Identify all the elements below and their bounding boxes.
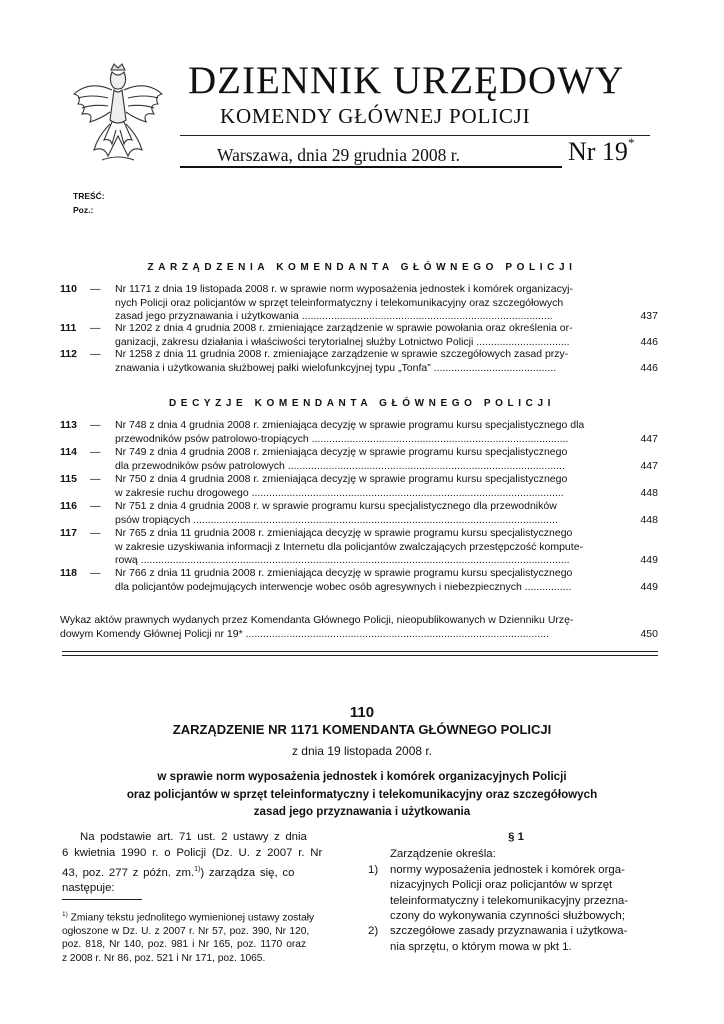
- subject-line: zasad jego przyznawania i użytkowania: [253, 805, 471, 818]
- subject-line: w sprawie norm wyposażenia jednostek i komórek organizacyjnych Policji: [157, 770, 567, 783]
- footnote-line: poz. 818, Nr 140, poz. 981 i Nr 165, poz. 1170 oraz: [62, 939, 307, 951]
- toc-entry-112: [60, 348, 658, 376]
- toc-num: 115: [60, 473, 77, 485]
- list-item-line: teleinformatyczny i telekomunikacyjny przezna-: [390, 894, 629, 907]
- toc-line: Wykaz aktów prawnych wydanych przez Komendanta Głównego Policji, nieopublikowanych w Dzienniku Urzę-: [60, 614, 574, 626]
- toc-line: znawania i użytkowania służbowej pałki wielofunkcyjnej typu „Tonfa” ..........................................: [115, 361, 557, 374]
- toc-dash: —: [90, 446, 101, 458]
- toc-line: w zakresie uzyskiwania informacji z Internetu dla policjantów zwalczających przestępczość kompute-: [115, 540, 584, 553]
- subject-line: oraz policjantów w sprzęt teleinformatyczny i telekomunikacyjny oraz szczegółowych: [126, 787, 598, 801]
- toc-dash: —: [90, 527, 101, 539]
- toc-line: ganizacji, zakresu działania i właściwości terytorialnej służby Lotnictwo Policji ................................: [115, 335, 570, 348]
- journal-title: DZIENNIK URZĘDOWY: [188, 59, 625, 102]
- toc-line: dowym Komendy Głównej Policji nr 19* ........................................................................................................: [60, 627, 549, 640]
- preamble-line: 6 kwietnia 1990 r. o Policji (Dz. U. z 2007 r. Nr: [62, 846, 323, 859]
- list-item: [368, 924, 664, 955]
- toc-dash: —: [90, 500, 101, 512]
- toc-page: 450: [640, 628, 658, 641]
- list-item-number: 2): [368, 925, 379, 938]
- toc-dash: —: [90, 567, 101, 579]
- toc-page: 437: [640, 310, 658, 322]
- toc-page: 448: [640, 513, 658, 526]
- list-item-line: czony do wykonywania czynności służbowych;: [390, 910, 625, 923]
- toc-line: psów tropiących .............................................................................................................................: [115, 513, 558, 526]
- footnote-mark: 1): [62, 911, 68, 918]
- place-date: Warszawa, dnia 29 grudnia 2008 r.: [217, 145, 461, 165]
- footnote-rule: [62, 899, 142, 900]
- toc-entry-113: [60, 419, 658, 447]
- toc-num: 110: [60, 283, 77, 295]
- list-item-line: normy wyposażenia jednostek i komórek orga-: [390, 863, 625, 876]
- toc-entry-111: [60, 322, 658, 350]
- paragraph-1: [368, 830, 664, 955]
- toc-entry-118: [60, 567, 658, 595]
- list-item-line: nizacyjnych Policji oraz policjantów w sprzęt: [390, 879, 613, 892]
- footnote-line: Zmiany tekstu jednolitego wymienionej ustawy zostały: [67, 912, 315, 924]
- toc-text: [115, 419, 630, 446]
- toc-num: 117: [60, 527, 77, 539]
- section-heading-decisions: DECYZJE KOMENDANTA GŁÓWNEGO POLICJI: [168, 398, 555, 409]
- toc-text: [115, 283, 630, 324]
- footnote-ref: 1): [194, 865, 201, 873]
- toc-num: 113: [60, 419, 77, 431]
- toc-num: 112: [60, 348, 77, 360]
- preamble-line: ) zarządza się, co: [200, 866, 295, 879]
- toc-num: 118: [60, 567, 77, 579]
- toc-line: Nr 1202 z dnia 4 grudnia 2008 r. zmieniające zarządzenie w sprawie powołania oraz określenia or-: [115, 322, 573, 334]
- preamble: [62, 830, 354, 897]
- double-rule-divider: [62, 651, 658, 656]
- paragraph-heading: § 1: [508, 831, 524, 843]
- toc-text: [115, 473, 630, 500]
- list-item-number: 1): [368, 863, 379, 876]
- preamble-line: Na podstawie art. 71 ust. 2 ustawy z dnia: [80, 831, 307, 843]
- toc-line: rową ...................................................................................................................................................: [115, 554, 570, 567]
- footnote-line: z 2008 r. Nr 86, poz. 521 i Nr 171, poz. 1065.: [62, 952, 266, 964]
- issue-number: Nr 19*: [568, 135, 635, 166]
- preamble-line: następuje:: [62, 882, 115, 895]
- toc-page: 448: [640, 486, 658, 499]
- toc-page: 449: [640, 580, 658, 593]
- preamble-line: 43, poz. 277 z późn. zm.: [62, 866, 195, 879]
- header-rule: [180, 135, 650, 136]
- toc-entry-114: [60, 446, 658, 474]
- toc-line: w zakresie ruchu drogowego ...........................................................................................................: [115, 486, 564, 499]
- footnote: [62, 908, 356, 965]
- eagle-emblem-icon: [68, 60, 168, 168]
- footnote-line: ogłoszone w Dz. U. z 2007 r. Nr 57, poz. 390, Nr 120,: [62, 925, 310, 937]
- act-title: ZARZĄDZENIE NR 1171 KOMENDANTA GŁÓWNEGO POLICJI: [172, 722, 552, 737]
- header-thick-rule: [180, 166, 562, 168]
- toc-line: przewodników psów patrolowo-tropiących ........................................................................................: [115, 432, 569, 445]
- paragraph-intro: Zarządzenie określa:: [390, 848, 496, 861]
- toc-line: nych Policji oraz policjantów w sprzęt teleinformatyczny i telekomunikacyjny oraz szczegółowych: [115, 296, 564, 309]
- toc-entry-116: [60, 500, 658, 528]
- toc-line: dla policjantów podejmujących interwencje wobec osób agresywnych i niebezpiecznych ................: [115, 580, 572, 593]
- toc-page: 447: [640, 459, 658, 472]
- list-item-line: nia sprzętu, o którym mowa w pkt 1.: [390, 940, 572, 953]
- toc-num: 114: [60, 446, 77, 458]
- toc-line: zasad jego przyznawania i użytkowania ......................................................................................: [115, 310, 553, 323]
- journal-subtitle: KOMENDY GŁÓWNEJ POLICJI: [220, 104, 531, 128]
- toc-text: [115, 500, 630, 527]
- contents-label: TREŚĆ:: [73, 191, 105, 201]
- toc-page: 446: [640, 335, 658, 348]
- toc-dash: —: [90, 322, 101, 334]
- toc-text: [115, 322, 630, 349]
- list-item-line: szczegółowe zasady przyznawania i użytkowa-: [390, 925, 628, 938]
- toc-dash: —: [90, 419, 101, 431]
- toc-line: Nr 765 z dnia 11 grudnia 2008 r. zmieniająca decyzję w sprawie programu kursu specjalistycznego: [115, 527, 573, 539]
- issue-mark: *: [627, 135, 635, 150]
- poz-label: Poz.:: [73, 205, 94, 215]
- toc-wykaz: [60, 614, 658, 642]
- section-heading-orders: ZARZĄDZENIA KOMENDANTA GŁÓWNEGO POLICJI: [147, 262, 577, 273]
- toc-dash: —: [90, 348, 101, 360]
- toc-page: 447: [640, 432, 658, 445]
- toc-page: 449: [640, 554, 658, 566]
- list-item: [368, 863, 664, 925]
- toc-page: 446: [640, 361, 658, 374]
- toc-line: Nr 749 z dnia 4 grudnia 2008 r. zmieniająca decyzję w sprawie programu kursu specjalistycznego: [115, 446, 568, 458]
- toc-num: 111: [60, 322, 77, 334]
- toc-line: Nr 748 z dnia 4 grudnia 2008 r. zmieniająca decyzję w sprawie programu kursu specjalistycznego dla: [115, 419, 585, 431]
- toc-text: [115, 446, 630, 473]
- act-date: z dnia 19 listopada 2008 r.: [291, 744, 433, 758]
- toc-entry-115: [60, 473, 658, 501]
- toc-entry-117: [60, 527, 658, 568]
- toc-text: [115, 567, 630, 594]
- toc-line: Nr 751 z dnia 4 grudnia 2008 r. w sprawie programu kursu specjalistycznego dla przewodników: [115, 500, 557, 512]
- act-subject: [0, 768, 724, 821]
- toc-dash: —: [90, 473, 101, 485]
- toc-text: [115, 348, 630, 375]
- toc-dash: —: [90, 283, 101, 295]
- toc-line: dla przewodników psów patrolowych ...............................................................................................: [115, 459, 565, 472]
- act-number: 110: [349, 704, 375, 721]
- toc-line: Nr 766 z dnia 11 grudnia 2008 r. zmieniająca decyzję w sprawie programu kursu specjalistycznego: [115, 567, 573, 579]
- toc-line: Nr 1171 z dnia 19 listopada 2008 r. w sprawie norm wyposażenia jednostek i komórek organizacyj-: [115, 283, 573, 295]
- toc-line: Nr 750 z dnia 4 grudnia 2008 r. zmieniająca decyzję w sprawie programu kursu specjalistycznego: [115, 473, 568, 485]
- toc-entry-110: [60, 283, 658, 324]
- toc-text: [115, 527, 630, 568]
- toc-line: Nr 1258 z dnia 11 grudnia 2008 r. zmieniające zarządzenie w sprawie szczegółowych zasad przy-: [115, 348, 569, 360]
- toc-num: 116: [60, 500, 77, 512]
